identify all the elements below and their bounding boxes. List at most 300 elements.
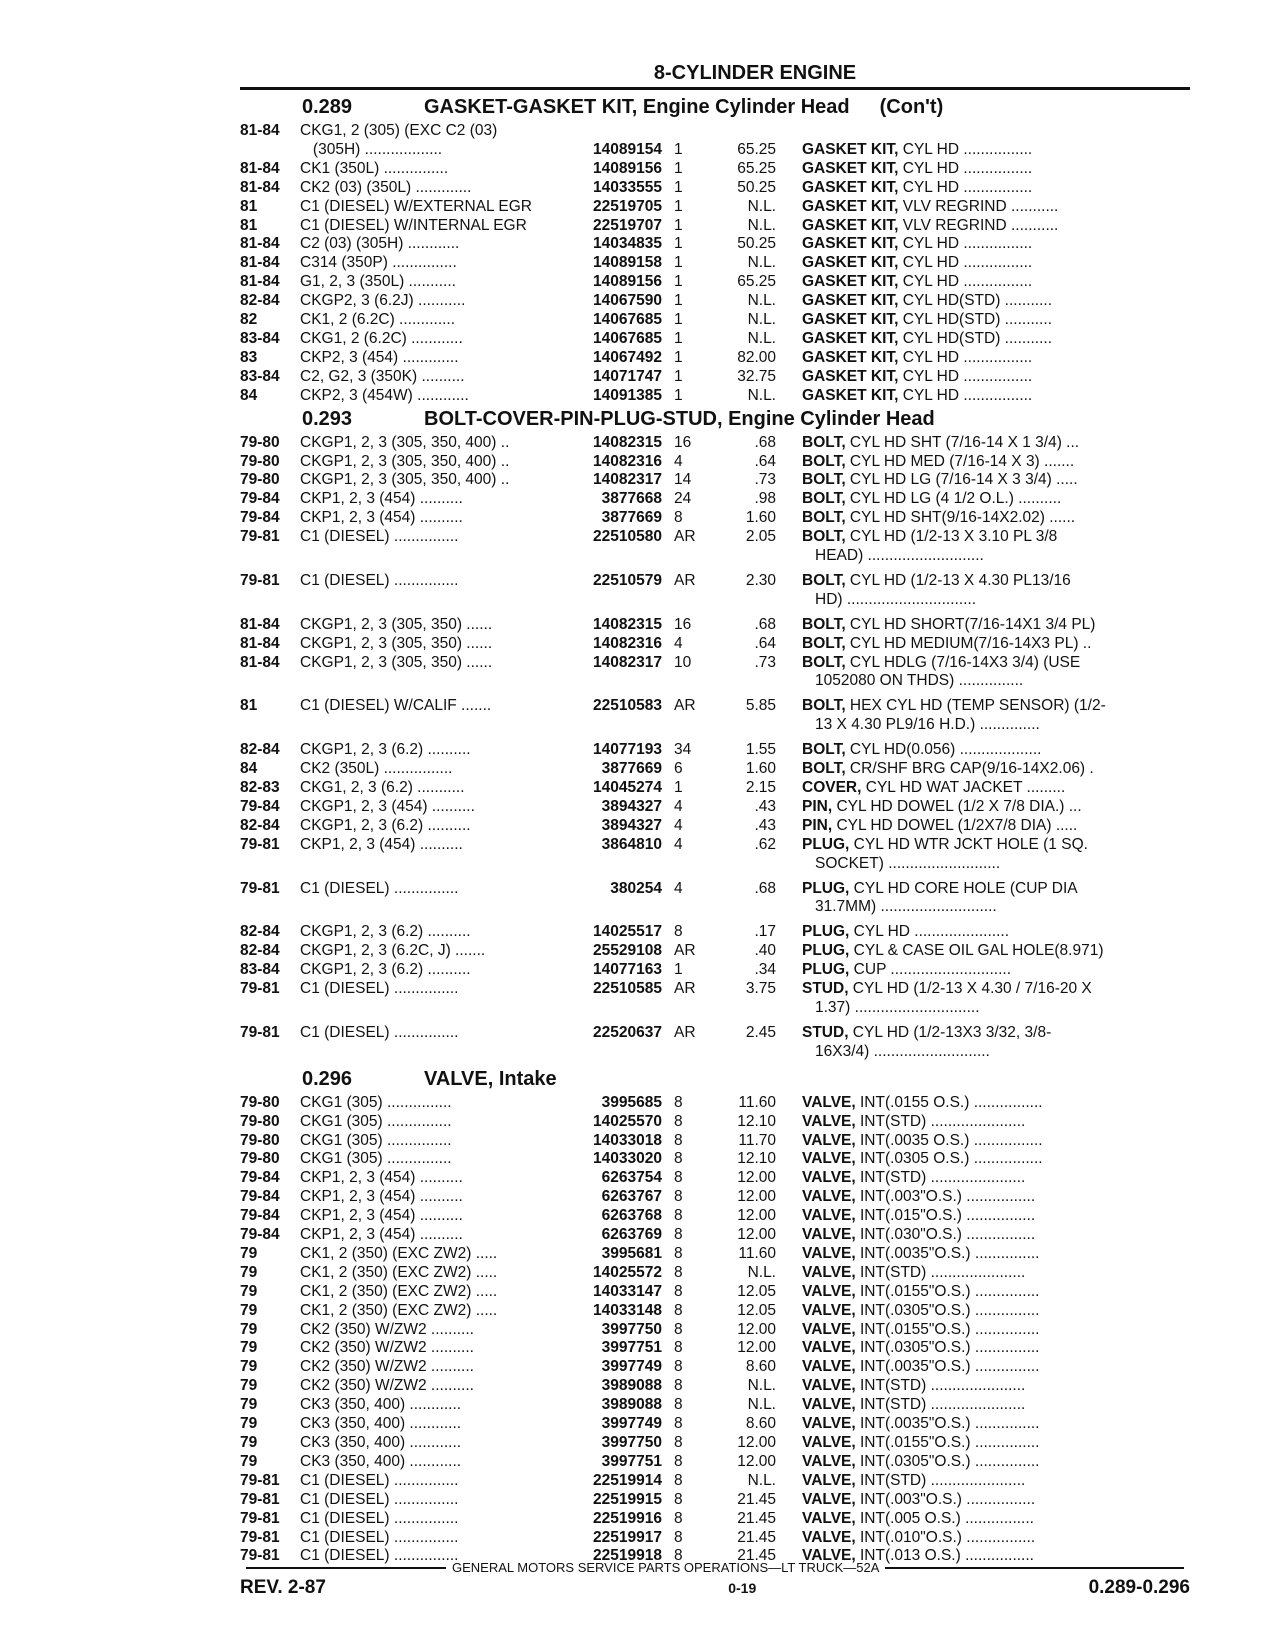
part-number: 14089154 xyxy=(593,140,662,158)
price: 11.60 xyxy=(738,1093,776,1111)
price: .73 xyxy=(754,471,776,489)
description xyxy=(776,330,1166,349)
quantity: 8 xyxy=(674,1377,683,1395)
description xyxy=(776,1472,1166,1491)
description-keyword: GASKET KIT, xyxy=(802,348,899,366)
table-row xyxy=(240,654,1190,692)
description xyxy=(776,572,1166,610)
section-title: BOLT-COVER-PIN-PLUG-STUD, Engine Cylinder Head xyxy=(424,407,935,430)
table-row xyxy=(240,1510,1190,1529)
description-keyword: VALVE, xyxy=(802,1226,856,1244)
quantity: 1 xyxy=(674,197,683,215)
model-year: 79-84 xyxy=(240,509,280,527)
table-row xyxy=(240,616,1190,635)
table-row xyxy=(240,1113,1190,1132)
footer-rule-left xyxy=(246,1567,446,1569)
part-number: 3864810 xyxy=(601,835,662,853)
model-code: C1 (DIESEL) W/EXTERNAL EGR xyxy=(300,197,532,215)
quantity: 4 xyxy=(674,452,683,470)
description-keyword: BOLT, xyxy=(802,653,846,671)
model-year: 82-84 xyxy=(240,923,280,941)
description-text: CYL HD ................ xyxy=(898,348,1033,366)
model-year: 81 xyxy=(240,197,258,215)
price: 1.55 xyxy=(745,741,776,759)
part-number: 22519917 xyxy=(593,1528,662,1546)
description xyxy=(776,1339,1166,1358)
model-year: 79-80 xyxy=(240,1112,280,1130)
quantity: 1 xyxy=(674,273,683,291)
price: .43 xyxy=(754,797,776,815)
description-keyword: BOLT, xyxy=(802,452,846,470)
model-year: 84 xyxy=(240,386,258,404)
part-number: 14033020 xyxy=(593,1150,662,1168)
price: 12.10 xyxy=(737,1112,776,1130)
model-code: CKG1 (305) ............... xyxy=(300,1150,452,1168)
price: N.L. xyxy=(747,329,776,347)
model-year: 82-83 xyxy=(240,779,280,796)
model-year: 79-80 xyxy=(240,471,280,489)
description-text: CYL HD(0.056) ................... xyxy=(845,741,1042,759)
price: N.L. xyxy=(747,216,776,234)
price: 1.60 xyxy=(745,760,776,778)
description xyxy=(776,1188,1166,1207)
description-text: INT(.0305"O.S.) ............... xyxy=(855,1339,1040,1357)
table-row xyxy=(240,1132,1190,1151)
table-row xyxy=(240,1529,1190,1548)
description xyxy=(776,368,1166,387)
quantity: 1 xyxy=(674,367,683,385)
part-number: 22519916 xyxy=(593,1509,662,1527)
description-keyword: PLUG, xyxy=(802,961,850,979)
table-row xyxy=(240,160,1190,179)
description-text: VLV REGRIND ........... xyxy=(898,216,1059,234)
part-number: 3989088 xyxy=(601,1377,662,1395)
model-year: 79-81 xyxy=(240,1471,280,1489)
price: 2.45 xyxy=(745,1023,776,1041)
sections xyxy=(240,96,1190,1566)
description-text: INT(.0305"O.S.) ............... xyxy=(855,1301,1040,1319)
price: .17 xyxy=(754,923,776,941)
price: 12.00 xyxy=(737,1320,776,1338)
page-number: 0-19 xyxy=(728,1580,757,1596)
price: 8.60 xyxy=(745,1358,776,1376)
quantity: 8 xyxy=(674,1339,683,1357)
price: N.L. xyxy=(747,292,776,310)
description xyxy=(776,1169,1166,1188)
price: 12.00 xyxy=(737,1452,776,1470)
table-row xyxy=(240,1434,1190,1453)
model-code: CKGP1, 2, 3 (305, 350) ...... xyxy=(300,634,493,652)
model-code: CK3 (350, 400) ............ xyxy=(300,1434,462,1451)
model-year: 79-84 xyxy=(240,490,280,508)
description-keyword: BOLT, xyxy=(802,433,846,451)
price: N.L. xyxy=(747,254,776,272)
price: .98 xyxy=(754,490,776,508)
description-text: HEX CYL HD (TEMP SENSOR) (1/2- xyxy=(845,697,1106,715)
quantity: 8 xyxy=(674,1490,683,1508)
part-number: 3877669 xyxy=(601,509,662,527)
description-keyword: VALVE, xyxy=(802,1434,856,1451)
part-number: 14067685 xyxy=(593,329,662,347)
table-row xyxy=(240,490,1190,509)
description-keyword: VALVE, xyxy=(802,1339,856,1357)
model-code: CK1, 2 (6.2C) ............. xyxy=(300,311,456,329)
description-keyword: GASKET KIT, xyxy=(802,386,899,404)
quantity: 1 xyxy=(674,961,683,979)
model-year: 79 xyxy=(240,1263,258,1281)
table-row xyxy=(240,1264,1190,1283)
model-code: CKP1, 2, 3 (454) .......... xyxy=(300,1226,463,1244)
table-row xyxy=(240,349,1190,368)
description xyxy=(776,254,1166,273)
model-code: C1 (DIESEL) ............... xyxy=(300,1490,459,1508)
quantity: 8 xyxy=(674,1358,683,1376)
model-year: 79-80 xyxy=(240,1131,280,1149)
table-row xyxy=(240,509,1190,528)
part-number: 6263767 xyxy=(601,1188,662,1206)
model-year: 81-84 xyxy=(240,159,280,177)
price: 50.25 xyxy=(737,178,776,196)
price: 12.00 xyxy=(737,1339,776,1357)
description-text: INT(STD) ...................... xyxy=(855,1263,1026,1281)
model-code: CK1, 2 (350) (EXC ZW2) ..... xyxy=(300,1263,498,1281)
part-number: 3989088 xyxy=(601,1396,662,1414)
section-header xyxy=(240,1068,1190,1094)
price: .43 xyxy=(754,816,776,834)
description-text: INT(.0035"O.S.) ............... xyxy=(855,1244,1040,1262)
part-number: 14089158 xyxy=(593,254,662,272)
model-code: C1 (DIESEL) W/CALIF ....... xyxy=(300,697,492,715)
description-text: INT(.0035"O.S.) ............... xyxy=(855,1358,1040,1376)
price: 12.00 xyxy=(737,1207,776,1225)
model-code: CK2 (350) W/ZW2 .......... xyxy=(300,1339,474,1357)
part-number: 3995681 xyxy=(601,1244,662,1262)
description xyxy=(776,1434,1166,1453)
model-code: CKP2, 3 (454) ............. xyxy=(300,348,459,366)
quantity: 8 xyxy=(674,1528,683,1546)
table-row xyxy=(240,1396,1190,1415)
description-keyword: GASKET KIT, xyxy=(802,235,899,253)
table-row xyxy=(240,779,1190,798)
price: N.L. xyxy=(747,386,776,404)
model-code: CKGP1, 2, 3 (305, 350, 400) .. xyxy=(300,452,510,470)
quantity: 8 xyxy=(674,1150,683,1168)
part-number: 14025570 xyxy=(593,1112,662,1130)
model-year: 82-84 xyxy=(240,292,280,310)
model-code: CKGP1, 2, 3 (6.2) .......... xyxy=(300,741,471,759)
model-code: CKP1, 2, 3 (454) .......... xyxy=(300,1188,463,1206)
table-row xyxy=(240,1377,1190,1396)
description-keyword: BOLT, xyxy=(802,509,846,527)
description xyxy=(776,1264,1166,1283)
price: 65.25 xyxy=(737,273,776,291)
part-number: 22510585 xyxy=(593,980,662,998)
table-row xyxy=(240,961,1190,980)
description xyxy=(776,616,1166,635)
quantity: 8 xyxy=(674,1131,683,1149)
quantity: 1 xyxy=(674,311,683,329)
price: 12.05 xyxy=(737,1301,776,1319)
section-number: 0.296 xyxy=(302,1067,353,1090)
part-number: 22519707 xyxy=(593,216,662,234)
description xyxy=(776,1529,1166,1548)
description-continuation: 1.37) ............................. xyxy=(815,998,980,1016)
description-text: INT(.030"O.S.) ................ xyxy=(855,1226,1036,1244)
description xyxy=(776,273,1166,292)
model-year: 79-81 xyxy=(240,1528,280,1546)
part-number: 14071747 xyxy=(593,367,662,385)
quantity: 1 xyxy=(674,140,683,158)
table-row xyxy=(240,1339,1190,1358)
part-number: 14077163 xyxy=(593,961,662,979)
table-row xyxy=(240,471,1190,490)
quantity: AR xyxy=(674,528,696,546)
description-text: CYL HD WAT JACKET ......... xyxy=(861,779,1066,796)
model-code: CKGP1, 2, 3 (305, 350, 400) .. xyxy=(300,471,510,489)
table-row xyxy=(240,368,1190,387)
price: 21.45 xyxy=(737,1547,776,1565)
description xyxy=(776,1377,1166,1396)
description-continuation: 1052080 ON THDS) ............... xyxy=(815,672,1024,690)
price: 21.45 xyxy=(737,1509,776,1527)
quantity: 4 xyxy=(674,835,683,853)
description-text: CYL HD(STD) ........... xyxy=(898,311,1053,329)
model-year: 83-84 xyxy=(240,961,280,979)
model-code: C1 (DIESEL) ............... xyxy=(300,1509,459,1527)
quantity: 1 xyxy=(674,348,683,366)
description-text: INT(.010"O.S.) ................ xyxy=(855,1528,1036,1546)
part-number: 14082315 xyxy=(593,615,662,633)
description-text: INT(.0305 O.S.) ................ xyxy=(855,1150,1043,1168)
description-keyword: VALVE, xyxy=(802,1320,856,1338)
description-keyword: VALVE, xyxy=(802,1093,856,1111)
model-year: 81-84 xyxy=(240,615,280,633)
description-keyword: BOLT, xyxy=(802,634,846,652)
model-code: CK2 (350) W/ZW2 .......... xyxy=(300,1320,474,1338)
model-year: 83-84 xyxy=(240,367,280,385)
description-text: INT(.005 O.S.) ................ xyxy=(855,1509,1034,1527)
part-number: 14082315 xyxy=(593,433,662,451)
description-text: CYL HD SHT(9/16-14X2.02) ...... xyxy=(845,509,1076,527)
description xyxy=(776,1113,1166,1132)
description-keyword: BOLT, xyxy=(802,697,846,715)
price: .62 xyxy=(754,835,776,853)
table-row xyxy=(240,942,1190,961)
description-keyword: GASKET KIT, xyxy=(802,292,899,310)
price: 12.00 xyxy=(737,1169,776,1187)
model-code: C1 (DIESEL) W/INTERNAL EGR xyxy=(300,216,527,234)
description xyxy=(776,1321,1166,1340)
part-number: 3997749 xyxy=(601,1358,662,1376)
description-keyword: GASKET KIT, xyxy=(802,311,899,329)
table-row xyxy=(240,1169,1190,1188)
section-number: 0.289 xyxy=(302,96,353,118)
price: 32.75 xyxy=(737,367,776,385)
model-year: 79 xyxy=(240,1244,258,1262)
description-keyword: VALVE, xyxy=(802,1150,856,1168)
model-year: 79 xyxy=(240,1282,258,1300)
price: .73 xyxy=(754,653,776,671)
model-code: CK1, 2 (350) (EXC ZW2) ..... xyxy=(300,1282,498,1300)
table-row xyxy=(240,980,1190,1018)
description-keyword: VALVE, xyxy=(802,1490,856,1508)
part-number: 3997750 xyxy=(601,1320,662,1338)
description-text: INT(STD) ...................... xyxy=(855,1112,1026,1130)
description-keyword: GASKET KIT, xyxy=(802,197,899,215)
model-code: CK1, 2 (350) (EXC ZW2) ..... xyxy=(300,1244,498,1262)
quantity: 24 xyxy=(674,490,692,508)
description xyxy=(776,471,1166,490)
table-row xyxy=(240,798,1190,817)
part-number: 14033018 xyxy=(593,1131,662,1149)
model-year: 79-84 xyxy=(240,1188,280,1206)
description-keyword: BOLT, xyxy=(802,471,846,489)
model-code: CK2 (03) (350L) ............. xyxy=(300,178,472,196)
description xyxy=(776,741,1166,760)
description xyxy=(776,1094,1166,1113)
price: N.L. xyxy=(747,1471,776,1489)
model-code: C1 (DIESEL) ............... xyxy=(300,1471,459,1489)
price: 21.45 xyxy=(737,1490,776,1508)
price: 1.60 xyxy=(745,509,776,527)
description xyxy=(776,434,1166,453)
price: N.L. xyxy=(747,1396,776,1414)
description xyxy=(776,1024,1166,1062)
description-keyword: GASKET KIT, xyxy=(802,140,899,158)
table-row xyxy=(240,1358,1190,1377)
description-text: INT(.0035"O.S.) ............... xyxy=(855,1415,1040,1433)
description-keyword: GASKET KIT, xyxy=(802,254,899,272)
description xyxy=(776,235,1166,254)
model-year: 79-81 xyxy=(240,835,280,853)
model-code: CKGP1, 2, 3 (305, 350, 400) .. xyxy=(300,433,510,451)
description-keyword: PLUG, xyxy=(802,923,850,941)
description-text: CYL HD(STD) ........... xyxy=(898,329,1053,347)
part-number: 6263768 xyxy=(601,1207,662,1225)
description xyxy=(776,1415,1166,1434)
model-code: CKG1 (305) ............... xyxy=(300,1093,452,1111)
model-code: CKP1, 2, 3 (454) .......... xyxy=(300,509,463,527)
description-continuation: 31.7MM) ........................... xyxy=(815,898,997,916)
table-row xyxy=(240,741,1190,760)
model-year: 82-84 xyxy=(240,942,280,960)
description xyxy=(776,387,1166,406)
description xyxy=(776,760,1166,779)
price: 12.00 xyxy=(737,1434,776,1451)
description-text: CYL HD (1/2-13 X 3.10 PL 3/8 xyxy=(845,528,1058,546)
description-text: CYL HD (1/2-13X3 3/32, 3/8- xyxy=(848,1023,1052,1041)
quantity: 8 xyxy=(674,1188,683,1206)
model-code: CK3 (350, 400) ............ xyxy=(300,1415,462,1433)
description-keyword: VALVE, xyxy=(802,1112,856,1130)
price: .64 xyxy=(754,452,776,470)
model-code: C1 (DIESEL) ............... xyxy=(300,980,459,998)
section-range: 0.289-0.296 xyxy=(1088,1577,1190,1598)
model-year: 79 xyxy=(240,1358,258,1376)
model-code: C1 (DIESEL) ............... xyxy=(300,528,459,546)
table-row xyxy=(240,880,1190,918)
model-code: CKGP2, 3 (6.2J) ........... xyxy=(300,292,466,310)
model-year: 79-81 xyxy=(240,1023,280,1041)
description xyxy=(776,817,1166,836)
model-year: 79 xyxy=(240,1320,258,1338)
part-number: 14033555 xyxy=(593,178,662,196)
quantity: 8 xyxy=(674,1471,683,1489)
quantity: 4 xyxy=(674,879,683,897)
price: 11.60 xyxy=(738,1244,776,1262)
price: 2.05 xyxy=(745,528,776,546)
description-keyword: VALVE, xyxy=(802,1452,856,1470)
quantity: 1 xyxy=(674,779,683,796)
price: 2.30 xyxy=(745,571,776,589)
part-number: 14045274 xyxy=(593,779,662,796)
description-keyword: VALVE, xyxy=(802,1396,856,1414)
table-row xyxy=(240,122,1190,141)
model-code: CKP2, 3 (454W) ............ xyxy=(300,386,469,404)
model-year: 82-84 xyxy=(240,741,280,759)
model-year: 79-81 xyxy=(240,528,280,546)
description-text: CYL HD DOWEL (1/2 X 7/8 DIA.) ... xyxy=(832,797,1082,815)
model-code: C1 (DIESEL) ............... xyxy=(300,1547,459,1565)
model-year: 79-81 xyxy=(240,1547,280,1565)
part-number: 22519914 xyxy=(593,1471,662,1489)
parts-table xyxy=(240,1094,1190,1567)
description-keyword: VALVE, xyxy=(802,1263,856,1281)
model-code: CKGP1, 2, 3 (6.2C, J) ....... xyxy=(300,942,486,960)
quantity: 1 xyxy=(674,178,683,196)
table-row xyxy=(240,292,1190,311)
description-text: CYL HD ................ xyxy=(898,159,1033,177)
description-text: INT(.003"O.S.) ................ xyxy=(855,1188,1036,1206)
table-row xyxy=(240,1188,1190,1207)
quantity: 8 xyxy=(674,1396,683,1414)
description xyxy=(776,942,1166,961)
quantity: 1 xyxy=(674,254,683,272)
description xyxy=(776,1283,1166,1302)
model-code: CKG1, 2 (305) (EXC C2 (03) xyxy=(300,122,498,139)
description xyxy=(776,1132,1166,1151)
description xyxy=(776,654,1166,692)
part-number: 14082316 xyxy=(593,452,662,470)
model-year: 81-84 xyxy=(240,178,280,196)
table-row xyxy=(240,1415,1190,1434)
model-year: 79 xyxy=(240,1301,258,1319)
description xyxy=(776,779,1166,798)
model-year: 81-84 xyxy=(240,254,280,272)
quantity: 8 xyxy=(674,1244,683,1262)
quantity: 8 xyxy=(674,1112,683,1130)
description xyxy=(776,217,1166,236)
description-text: CYL HD ...................... xyxy=(849,923,1009,941)
description-text: CYL HD ................ xyxy=(898,273,1033,291)
model-year: 81-84 xyxy=(240,235,280,253)
model-code: CKP1, 2, 3 (454) .......... xyxy=(300,1169,463,1187)
description xyxy=(776,1150,1166,1169)
part-number: 3894327 xyxy=(601,816,662,834)
description-keyword: VALVE, xyxy=(802,1131,856,1149)
quantity: AR xyxy=(674,942,696,960)
description-keyword: VALVE, xyxy=(802,1244,856,1262)
quantity: 1 xyxy=(674,216,683,234)
description-text: CYL HD MED (7/16-14 X 3) ....... xyxy=(845,452,1075,470)
description-keyword: PIN, xyxy=(802,816,833,834)
part-number: 14025517 xyxy=(593,923,662,941)
description-text: CYL HDLG (7/16-14X3 3/4) (USE xyxy=(845,653,1081,671)
part-number: 6263754 xyxy=(601,1169,662,1187)
description-text: CYL HD WTR JCKT HOLE (1 SQ. xyxy=(849,835,1088,853)
quantity: 1 xyxy=(674,386,683,404)
description-text: CYL HD ................ xyxy=(898,140,1033,158)
